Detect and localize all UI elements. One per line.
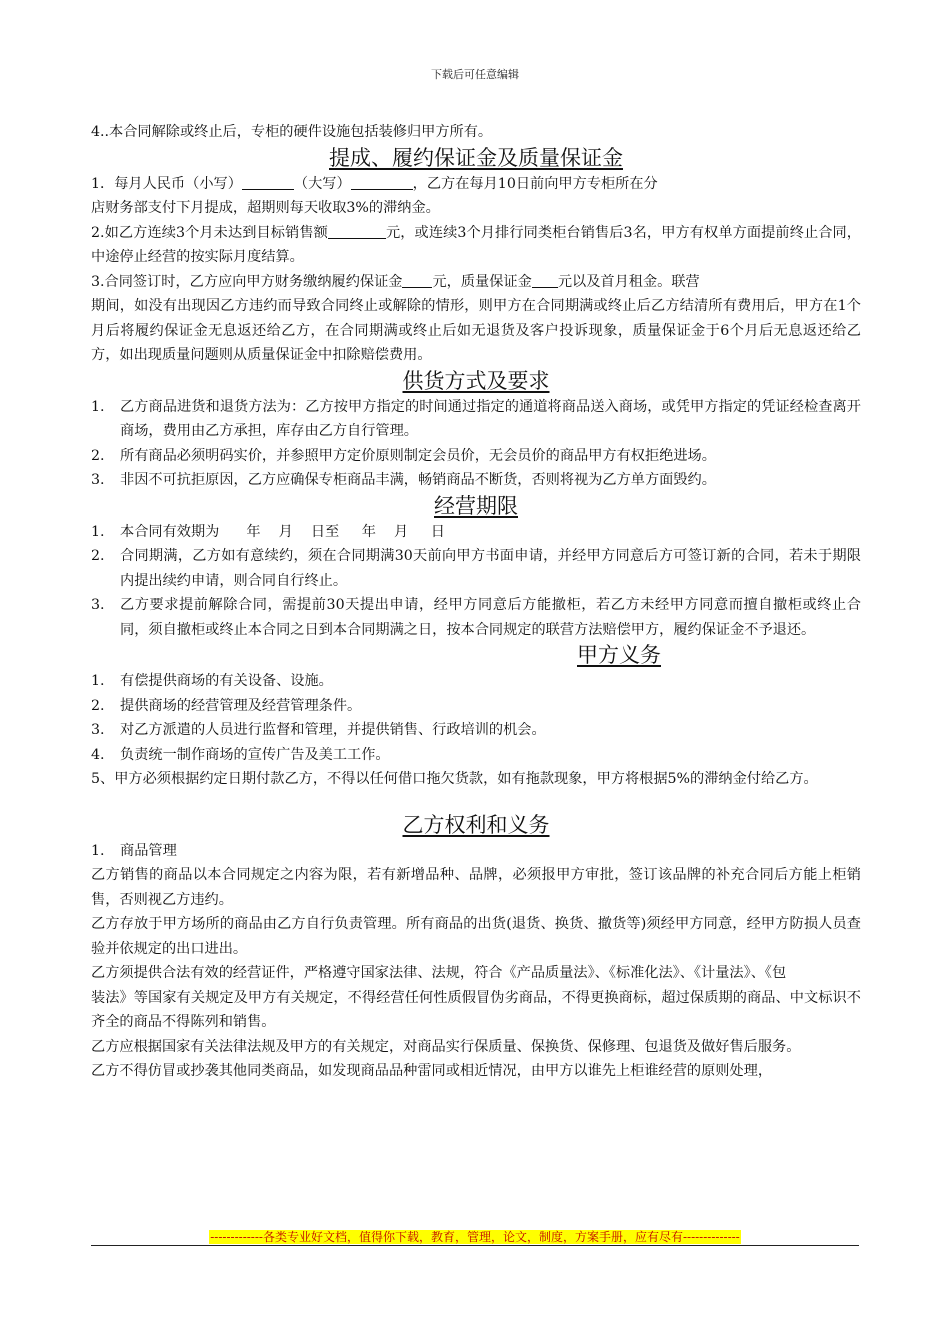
blank-amount-upper bbox=[351, 172, 413, 190]
spacer bbox=[91, 792, 861, 812]
list-item: 2. 提供商场的经营管理及经营管理条件。 bbox=[91, 697, 362, 714]
party-b-paragraph: 装法》等国家有关规定及甲方有关规定，不得经营任何性质假冒伪劣商品，不得更换商标，超过保质期的商品、中文标识不齐全的商品不得陈列和销售。 bbox=[91, 989, 861, 1030]
blank-quality-deposit bbox=[532, 270, 558, 288]
party-b-list bbox=[91, 839, 861, 864]
list-item: 1. 商品管理 bbox=[91, 842, 177, 859]
list-item: 3. 非因不可抗拒原因，乙方应确保专柜商品丰满，畅销商品不断货，否则将视为乙方单方面毁约。 bbox=[91, 472, 716, 488]
sec1-paragraph-1-cont: 店财务部支付下月提成，超期则每天收取3%的滞纳金。 bbox=[91, 200, 440, 216]
party-b-paragraph: 乙方销售的商品以本合同规定之内容为限，若有新增品种、品牌，必须报甲方审批，签订该品牌的补充合同后方能上柜销售，否则视乙方违约。 bbox=[91, 867, 861, 908]
clause-4-termination: 4..本合同解除或终止后，专柜的硬件设施包括装修归甲方所有。 bbox=[91, 124, 493, 140]
blank-sales-target bbox=[328, 221, 386, 239]
section-title-supply-method: 供货方式及要求 bbox=[402, 368, 550, 393]
list-item: 3. 乙方要求提前解除合同，需提前30天提出申请，经甲方同意后方能撤柜，若乙方未经甲方同意而擅自撤柜或终止合同，须自撤柜或终止本合同之日到本合同期满之日，按本合同规定的联营方法赔偿甲方，履约保证金不予退还。 bbox=[91, 597, 861, 638]
supply-list bbox=[91, 395, 861, 493]
section-title-commission-deposits: 提成、履约保证金及质量保证金 bbox=[329, 145, 623, 170]
blank-performance-deposit bbox=[402, 270, 432, 288]
sec1-paragraph-3: 3.合同签订时，乙方应向甲方财务缴纳履约保证金 元，质量保证金 元以及首月租金。联营 bbox=[91, 270, 861, 295]
document-body bbox=[91, 120, 861, 1084]
list-item: 2. 所有商品必须明码实价，并参照甲方定价原则制定会员价，无会员价的商品甲方有权拒绝进场。 bbox=[91, 447, 716, 464]
list-item: 2. 合同期满，乙方如有意续约，须在合同期满30天前向甲方书面申请，并经甲方同意后方可签订新的合同，若未于期限内提出续约申请，则合同自行终止。 bbox=[91, 548, 861, 589]
sec1-paragraph-2: 2.如乙方连续3个月未达到目标销售额 元，或连续3个月排行同类柜台销售后3名，甲方有权单方面提前终止合同，中途停止经营的按实际月度结算。 bbox=[91, 221, 861, 270]
party-b-paragraph: 乙方应根据国家有关法律法规及甲方的有关规定，对商品实行保质量、保换货、保修理、包退货及做好售后服务。 bbox=[91, 1038, 801, 1055]
list-item: 3. 对乙方派遣的人员进行监督和管理，并提供销售、行政培训的机会。 bbox=[91, 722, 546, 738]
sec1-paragraph-3-cont: 期间，如没有出现因乙方违约而导致合同终止或解除的情形，则甲方在合同期满或终止后乙方结清所有费用后，甲方在1个月后将履约保证金无息返还给乙方，在合同期满或终止后如无退货及客户投诉现象，质量保证金于6个月后无息返还给乙方，如出现质量问题则从质量保证金中扣除赔偿费用。 bbox=[91, 298, 861, 363]
header-note: 下载后可任意编辑 bbox=[431, 68, 519, 81]
list-item: 4. 负责统一制作商场的宣传广告及美工工作。 bbox=[91, 746, 390, 763]
blank-amount-lower bbox=[242, 172, 294, 190]
party-b-paragraph: 乙方须提供合法有效的经营证件，严格遵守国家法律、法规，符合《产品质量法》、《标准化法》、《计量法》、《包 bbox=[91, 965, 787, 981]
party-b-paragraph: 乙方不得仿冒或抄袭其他同类商品，如发现商品品种雷同或相近情况，由甲方以谁先上柜谁经营的原则处理， bbox=[91, 1063, 773, 1079]
party-a-list bbox=[91, 669, 861, 767]
section-title-party-a-duties: 甲方义务 bbox=[577, 643, 661, 667]
party-a-clause-5: 5、甲方必须根据约定日期付款乙方，不得以任何借口拖欠货款，如有拖款现象，甲方将根据5%的滞纳金付给乙方。 bbox=[91, 771, 818, 787]
footer-divider bbox=[91, 1245, 859, 1246]
section-title-party-b-rights: 乙方权利和义务 bbox=[402, 812, 550, 837]
list-item: 1. 有偿提供商场的有关设备、设施。 bbox=[91, 673, 333, 689]
sec1-paragraph-1: 1．每月人民币（小写） （大写） ，乙方在每月10日前向甲方专柜所在分 bbox=[91, 172, 861, 197]
footer-banner: -------------各类专业好文档，值得你下载，教育，管理，论文，制度，方案手册，应有尽有-------------- bbox=[210, 1230, 740, 1244]
party-b-paragraph: 乙方存放于甲方场所的商品由乙方自行负责管理。所有商品的出货(退货、换货、撤货等)须经甲方同意，经甲方防损人员查验并依规定的出口进出。 bbox=[91, 916, 861, 957]
list-item: 1. 乙方商品进货和退货方法为：乙方按甲方指定的时间通过指定的通道将商品送入商场，或凭甲方指定的凭证经检查离开商场，费用由乙方承担，库存由乙方自行管理。 bbox=[91, 398, 861, 439]
section-title-term: 经营期限 bbox=[434, 493, 518, 518]
list-item: 1. 本合同有效期为 年 月 日至 年 月 日 bbox=[91, 523, 445, 540]
term-list bbox=[91, 520, 861, 643]
